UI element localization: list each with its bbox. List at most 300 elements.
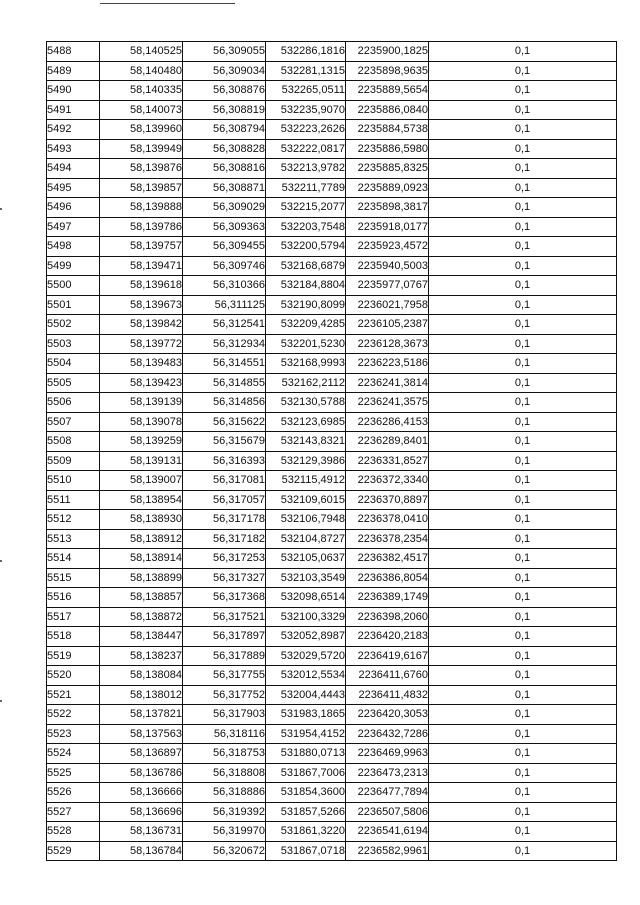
table-row xyxy=(47,627,617,647)
table-row xyxy=(47,373,617,393)
latitude-cell: 58,139618 xyxy=(100,276,183,296)
x-coordinate-cell: 532286,1816 xyxy=(266,42,346,62)
table-row xyxy=(47,568,617,588)
y-coordinate-cell: 2236241,3575 xyxy=(346,393,429,413)
longitude-cell: 56,317057 xyxy=(183,490,266,510)
point-number-cell: 5497 xyxy=(47,217,100,237)
y-coordinate-cell: 2236411,6760 xyxy=(346,666,429,686)
latitude-cell: 58,138084 xyxy=(100,666,183,686)
table-row xyxy=(47,315,617,335)
longitude-cell: 56,320672 xyxy=(183,841,266,861)
latitude-cell: 58,140335 xyxy=(100,81,183,101)
accuracy-cell: 0,1 xyxy=(429,802,617,822)
accuracy-cell: 0,1 xyxy=(429,529,617,549)
longitude-cell: 56,309055 xyxy=(183,42,266,62)
x-coordinate-cell: 531983,1865 xyxy=(266,705,346,725)
point-number-cell: 5494 xyxy=(47,159,100,179)
table-row xyxy=(47,178,617,198)
longitude-cell: 56,317903 xyxy=(183,705,266,725)
x-coordinate-cell: 532029,5720 xyxy=(266,646,346,666)
accuracy-cell: 0,1 xyxy=(429,120,617,140)
y-coordinate-cell: 2236021,7958 xyxy=(346,295,429,315)
longitude-cell: 56,317368 xyxy=(183,588,266,608)
table-row xyxy=(47,588,617,608)
x-coordinate-cell: 532184,8804 xyxy=(266,276,346,296)
latitude-cell: 58,136666 xyxy=(100,783,183,803)
latitude-cell: 58,139876 xyxy=(100,159,183,179)
x-coordinate-cell: 532123,6985 xyxy=(266,412,346,432)
point-number-cell: 5528 xyxy=(47,822,100,842)
point-number-cell: 5496 xyxy=(47,198,100,218)
longitude-cell: 56,317897 xyxy=(183,627,266,647)
longitude-cell: 56,312934 xyxy=(183,334,266,354)
accuracy-cell: 0,1 xyxy=(429,256,617,276)
accuracy-cell: 0,1 xyxy=(429,588,617,608)
accuracy-cell: 0,1 xyxy=(429,217,617,237)
table-row xyxy=(47,276,617,296)
table-row xyxy=(47,295,617,315)
x-coordinate-cell: 531954,4152 xyxy=(266,724,346,744)
x-coordinate-cell: 532115,4912 xyxy=(266,471,346,491)
table-row xyxy=(47,237,617,257)
table-row xyxy=(47,61,617,81)
longitude-cell: 56,318886 xyxy=(183,783,266,803)
table-row xyxy=(47,471,617,491)
point-number-cell: 5509 xyxy=(47,451,100,471)
y-coordinate-cell: 2236507,5806 xyxy=(346,802,429,822)
accuracy-cell: 0,1 xyxy=(429,568,617,588)
longitude-cell: 56,309034 xyxy=(183,61,266,81)
accuracy-cell: 0,1 xyxy=(429,139,617,159)
table-row xyxy=(47,100,617,120)
x-coordinate-cell: 531867,0718 xyxy=(266,841,346,861)
longitude-cell: 56,308819 xyxy=(183,100,266,120)
longitude-cell: 56,310366 xyxy=(183,276,266,296)
latitude-cell: 58,139772 xyxy=(100,334,183,354)
table-row xyxy=(47,744,617,764)
x-coordinate-cell: 532105,0637 xyxy=(266,549,346,569)
x-coordinate-cell: 531867,7006 xyxy=(266,763,346,783)
latitude-cell: 58,138872 xyxy=(100,607,183,627)
longitude-cell: 56,318753 xyxy=(183,744,266,764)
point-number-cell: 5515 xyxy=(47,568,100,588)
latitude-cell: 58,139078 xyxy=(100,412,183,432)
table-row xyxy=(47,120,617,140)
x-coordinate-cell: 532209,4285 xyxy=(266,315,346,335)
accuracy-cell: 0,1 xyxy=(429,198,617,218)
x-coordinate-cell: 532168,9993 xyxy=(266,354,346,374)
longitude-cell: 56,318116 xyxy=(183,724,266,744)
latitude-cell: 58,138447 xyxy=(100,627,183,647)
x-coordinate-cell: 532201,5230 xyxy=(266,334,346,354)
table-row xyxy=(47,666,617,686)
table-row xyxy=(47,802,617,822)
longitude-cell: 56,315622 xyxy=(183,412,266,432)
point-number-cell: 5504 xyxy=(47,354,100,374)
accuracy-cell: 0,1 xyxy=(429,42,617,62)
table-row xyxy=(47,139,617,159)
latitude-cell: 58,139139 xyxy=(100,393,183,413)
y-coordinate-cell: 2236389,1749 xyxy=(346,588,429,608)
accuracy-cell: 0,1 xyxy=(429,412,617,432)
point-number-cell: 5493 xyxy=(47,139,100,159)
x-coordinate-cell: 532281,1315 xyxy=(266,61,346,81)
y-coordinate-cell: 2236241,3814 xyxy=(346,373,429,393)
accuracy-cell: 0,1 xyxy=(429,510,617,530)
x-coordinate-cell: 532100,3329 xyxy=(266,607,346,627)
x-coordinate-cell: 532211,7789 xyxy=(266,178,346,198)
y-coordinate-cell: 2236378,2354 xyxy=(346,529,429,549)
x-coordinate-cell: 532265,0511 xyxy=(266,81,346,101)
table-row xyxy=(47,705,617,725)
point-number-cell: 5503 xyxy=(47,334,100,354)
scan-mark xyxy=(0,560,2,562)
point-number-cell: 5498 xyxy=(47,237,100,257)
latitude-cell: 58,137563 xyxy=(100,724,183,744)
point-number-cell: 5524 xyxy=(47,744,100,764)
x-coordinate-cell: 532143,8321 xyxy=(266,432,346,452)
table-row xyxy=(47,822,617,842)
y-coordinate-cell: 2235977,0767 xyxy=(346,276,429,296)
table-row xyxy=(47,412,617,432)
x-coordinate-cell: 532203,7548 xyxy=(266,217,346,237)
x-coordinate-cell: 532106,7948 xyxy=(266,510,346,530)
table-row xyxy=(47,217,617,237)
latitude-cell: 58,139960 xyxy=(100,120,183,140)
latitude-cell: 58,138930 xyxy=(100,510,183,530)
table-row xyxy=(47,334,617,354)
accuracy-cell: 0,1 xyxy=(429,159,617,179)
y-coordinate-cell: 2235940,5003 xyxy=(346,256,429,276)
y-coordinate-cell: 2235898,9635 xyxy=(346,61,429,81)
longitude-cell: 56,309746 xyxy=(183,256,266,276)
scan-mark xyxy=(0,700,2,702)
y-coordinate-cell: 2236420,3053 xyxy=(346,705,429,725)
table-row xyxy=(47,510,617,530)
point-number-cell: 5521 xyxy=(47,685,100,705)
y-coordinate-cell: 2235886,5980 xyxy=(346,139,429,159)
longitude-cell: 56,309029 xyxy=(183,198,266,218)
longitude-cell: 56,317889 xyxy=(183,646,266,666)
accuracy-cell: 0,1 xyxy=(429,783,617,803)
accuracy-cell: 0,1 xyxy=(429,373,617,393)
y-coordinate-cell: 2236477,7894 xyxy=(346,783,429,803)
point-number-cell: 5499 xyxy=(47,256,100,276)
accuracy-cell: 0,1 xyxy=(429,841,617,861)
accuracy-cell: 0,1 xyxy=(429,705,617,725)
table-row xyxy=(47,646,617,666)
y-coordinate-cell: 2236411,4832 xyxy=(346,685,429,705)
latitude-cell: 58,136731 xyxy=(100,822,183,842)
x-coordinate-cell: 532052,8987 xyxy=(266,627,346,647)
y-coordinate-cell: 2236541,6194 xyxy=(346,822,429,842)
y-coordinate-cell: 2235898,3817 xyxy=(346,198,429,218)
point-number-cell: 5500 xyxy=(47,276,100,296)
x-coordinate-cell: 531880,0713 xyxy=(266,744,346,764)
latitude-cell: 58,139259 xyxy=(100,432,183,452)
x-coordinate-cell: 532130,5788 xyxy=(266,393,346,413)
accuracy-cell: 0,1 xyxy=(429,237,617,257)
y-coordinate-cell: 2236582,9961 xyxy=(346,841,429,861)
x-coordinate-cell: 531857,5266 xyxy=(266,802,346,822)
x-coordinate-cell: 532235,9070 xyxy=(266,100,346,120)
accuracy-cell: 0,1 xyxy=(429,646,617,666)
y-coordinate-cell: 2236372,3340 xyxy=(346,471,429,491)
x-coordinate-cell: 532222,0817 xyxy=(266,139,346,159)
x-coordinate-cell: 532223,2626 xyxy=(266,120,346,140)
y-coordinate-cell: 2236223,5186 xyxy=(346,354,429,374)
point-number-cell: 5517 xyxy=(47,607,100,627)
table-row xyxy=(47,42,617,62)
point-number-cell: 5501 xyxy=(47,295,100,315)
x-coordinate-cell: 532004,4443 xyxy=(266,685,346,705)
y-coordinate-cell: 2235918,0177 xyxy=(346,217,429,237)
y-coordinate-cell: 2235884,5738 xyxy=(346,120,429,140)
accuracy-cell: 0,1 xyxy=(429,607,617,627)
accuracy-cell: 0,1 xyxy=(429,276,617,296)
longitude-cell: 56,317521 xyxy=(183,607,266,627)
accuracy-cell: 0,1 xyxy=(429,393,617,413)
longitude-cell: 56,308794 xyxy=(183,120,266,140)
accuracy-cell: 0,1 xyxy=(429,666,617,686)
y-coordinate-cell: 2235889,5654 xyxy=(346,81,429,101)
y-coordinate-cell: 2236289,8401 xyxy=(346,432,429,452)
x-coordinate-cell: 531854,3600 xyxy=(266,783,346,803)
x-coordinate-cell: 532109,6015 xyxy=(266,490,346,510)
table-row xyxy=(47,354,617,374)
latitude-cell: 58,138914 xyxy=(100,549,183,569)
y-coordinate-cell: 2236398,2060 xyxy=(346,607,429,627)
longitude-cell: 56,317253 xyxy=(183,549,266,569)
longitude-cell: 56,314856 xyxy=(183,393,266,413)
longitude-cell: 56,318808 xyxy=(183,763,266,783)
x-coordinate-cell: 532012,5534 xyxy=(266,666,346,686)
table-row xyxy=(47,432,617,452)
accuracy-cell: 0,1 xyxy=(429,178,617,198)
latitude-cell: 58,139757 xyxy=(100,237,183,257)
y-coordinate-cell: 2236286,4153 xyxy=(346,412,429,432)
latitude-cell: 58,136897 xyxy=(100,744,183,764)
latitude-cell: 58,137821 xyxy=(100,705,183,725)
longitude-cell: 56,308828 xyxy=(183,139,266,159)
point-number-cell: 5491 xyxy=(47,100,100,120)
accuracy-cell: 0,1 xyxy=(429,81,617,101)
table-row xyxy=(47,451,617,471)
point-number-cell: 5522 xyxy=(47,705,100,725)
latitude-cell: 58,139483 xyxy=(100,354,183,374)
table-row xyxy=(47,159,617,179)
scan-mark xyxy=(0,208,2,210)
y-coordinate-cell: 2235886,0840 xyxy=(346,100,429,120)
latitude-cell: 58,138237 xyxy=(100,646,183,666)
point-number-cell: 5520 xyxy=(47,666,100,686)
table-body xyxy=(47,42,617,861)
x-coordinate-cell: 532168,6879 xyxy=(266,256,346,276)
accuracy-cell: 0,1 xyxy=(429,744,617,764)
table-row xyxy=(47,198,617,218)
accuracy-cell: 0,1 xyxy=(429,451,617,471)
point-number-cell: 5512 xyxy=(47,510,100,530)
y-coordinate-cell: 2236420,2183 xyxy=(346,627,429,647)
point-number-cell: 5525 xyxy=(47,763,100,783)
table-row xyxy=(47,256,617,276)
y-coordinate-cell: 2236419,6167 xyxy=(346,646,429,666)
y-coordinate-cell: 2236105,2387 xyxy=(346,315,429,335)
longitude-cell: 56,317081 xyxy=(183,471,266,491)
latitude-cell: 58,139842 xyxy=(100,315,183,335)
x-coordinate-cell: 532104,8727 xyxy=(266,529,346,549)
longitude-cell: 56,317755 xyxy=(183,666,266,686)
latitude-cell: 58,138012 xyxy=(100,685,183,705)
accuracy-cell: 0,1 xyxy=(429,490,617,510)
latitude-cell: 58,140525 xyxy=(100,42,183,62)
longitude-cell: 56,308871 xyxy=(183,178,266,198)
latitude-cell: 58,136784 xyxy=(100,841,183,861)
latitude-cell: 58,139007 xyxy=(100,471,183,491)
point-number-cell: 5513 xyxy=(47,529,100,549)
y-coordinate-cell: 2235889,0923 xyxy=(346,178,429,198)
longitude-cell: 56,309363 xyxy=(183,217,266,237)
point-number-cell: 5492 xyxy=(47,120,100,140)
longitude-cell: 56,308876 xyxy=(183,81,266,101)
table-row xyxy=(47,724,617,744)
point-number-cell: 5527 xyxy=(47,802,100,822)
table-row xyxy=(47,685,617,705)
point-number-cell: 5505 xyxy=(47,373,100,393)
accuracy-cell: 0,1 xyxy=(429,763,617,783)
longitude-cell: 56,309455 xyxy=(183,237,266,257)
y-coordinate-cell: 2235885,8325 xyxy=(346,159,429,179)
point-number-cell: 5518 xyxy=(47,627,100,647)
latitude-cell: 58,136786 xyxy=(100,763,183,783)
x-coordinate-cell: 532129,3986 xyxy=(266,451,346,471)
table-row xyxy=(47,763,617,783)
latitude-cell: 58,139949 xyxy=(100,139,183,159)
x-coordinate-cell: 532213,9782 xyxy=(266,159,346,179)
longitude-cell: 56,317182 xyxy=(183,529,266,549)
latitude-cell: 58,140480 xyxy=(100,61,183,81)
y-coordinate-cell: 2236473,2313 xyxy=(346,763,429,783)
latitude-cell: 58,136696 xyxy=(100,802,183,822)
top-rule xyxy=(100,3,235,4)
accuracy-cell: 0,1 xyxy=(429,685,617,705)
y-coordinate-cell: 2236378,0410 xyxy=(346,510,429,530)
coordinates-table xyxy=(46,41,617,861)
accuracy-cell: 0,1 xyxy=(429,724,617,744)
y-coordinate-cell: 2236370,8897 xyxy=(346,490,429,510)
table-row xyxy=(47,490,617,510)
table-row xyxy=(47,783,617,803)
point-number-cell: 5507 xyxy=(47,412,100,432)
accuracy-cell: 0,1 xyxy=(429,432,617,452)
table-row xyxy=(47,841,617,861)
longitude-cell: 56,312541 xyxy=(183,315,266,335)
latitude-cell: 58,140073 xyxy=(100,100,183,120)
point-number-cell: 5502 xyxy=(47,315,100,335)
longitude-cell: 56,316393 xyxy=(183,451,266,471)
y-coordinate-cell: 2236469,9963 xyxy=(346,744,429,764)
longitude-cell: 56,317327 xyxy=(183,568,266,588)
longitude-cell: 56,319970 xyxy=(183,822,266,842)
point-number-cell: 5495 xyxy=(47,178,100,198)
table-row xyxy=(47,607,617,627)
point-number-cell: 5488 xyxy=(47,42,100,62)
y-coordinate-cell: 2235900,1825 xyxy=(346,42,429,62)
point-number-cell: 5508 xyxy=(47,432,100,452)
point-number-cell: 5523 xyxy=(47,724,100,744)
x-coordinate-cell: 532162,2112 xyxy=(266,373,346,393)
table-row xyxy=(47,81,617,101)
accuracy-cell: 0,1 xyxy=(429,471,617,491)
latitude-cell: 58,139471 xyxy=(100,256,183,276)
y-coordinate-cell: 2236432,7286 xyxy=(346,724,429,744)
latitude-cell: 58,139673 xyxy=(100,295,183,315)
accuracy-cell: 0,1 xyxy=(429,100,617,120)
point-number-cell: 5519 xyxy=(47,646,100,666)
longitude-cell: 56,319392 xyxy=(183,802,266,822)
longitude-cell: 56,311125 xyxy=(183,295,266,315)
latitude-cell: 58,138857 xyxy=(100,588,183,608)
accuracy-cell: 0,1 xyxy=(429,627,617,647)
table-row xyxy=(47,393,617,413)
y-coordinate-cell: 2236331,8527 xyxy=(346,451,429,471)
y-coordinate-cell: 2235923,4572 xyxy=(346,237,429,257)
x-coordinate-cell: 532190,8099 xyxy=(266,295,346,315)
accuracy-cell: 0,1 xyxy=(429,822,617,842)
accuracy-cell: 0,1 xyxy=(429,315,617,335)
x-coordinate-cell: 532215,2077 xyxy=(266,198,346,218)
point-number-cell: 5514 xyxy=(47,549,100,569)
y-coordinate-cell: 2236128,3673 xyxy=(346,334,429,354)
point-number-cell: 5526 xyxy=(47,783,100,803)
x-coordinate-cell: 532103,3549 xyxy=(266,568,346,588)
accuracy-cell: 0,1 xyxy=(429,61,617,81)
y-coordinate-cell: 2236382,4517 xyxy=(346,549,429,569)
point-number-cell: 5489 xyxy=(47,61,100,81)
table-row xyxy=(47,549,617,569)
point-number-cell: 5529 xyxy=(47,841,100,861)
accuracy-cell: 0,1 xyxy=(429,354,617,374)
point-number-cell: 5511 xyxy=(47,490,100,510)
x-coordinate-cell: 532200,5794 xyxy=(266,237,346,257)
longitude-cell: 56,314551 xyxy=(183,354,266,374)
y-coordinate-cell: 2236386,8054 xyxy=(346,568,429,588)
point-number-cell: 5506 xyxy=(47,393,100,413)
longitude-cell: 56,317752 xyxy=(183,685,266,705)
longitude-cell: 56,315679 xyxy=(183,432,266,452)
latitude-cell: 58,139786 xyxy=(100,217,183,237)
latitude-cell: 58,138954 xyxy=(100,490,183,510)
accuracy-cell: 0,1 xyxy=(429,334,617,354)
x-coordinate-cell: 531861,3220 xyxy=(266,822,346,842)
longitude-cell: 56,317178 xyxy=(183,510,266,530)
accuracy-cell: 0,1 xyxy=(429,295,617,315)
point-number-cell: 5510 xyxy=(47,471,100,491)
point-number-cell: 5516 xyxy=(47,588,100,608)
latitude-cell: 58,139857 xyxy=(100,178,183,198)
table-row xyxy=(47,529,617,549)
latitude-cell: 58,138899 xyxy=(100,568,183,588)
point-number-cell: 5490 xyxy=(47,81,100,101)
latitude-cell: 58,139888 xyxy=(100,198,183,218)
accuracy-cell: 0,1 xyxy=(429,549,617,569)
x-coordinate-cell: 532098,6514 xyxy=(266,588,346,608)
latitude-cell: 58,139131 xyxy=(100,451,183,471)
latitude-cell: 58,138912 xyxy=(100,529,183,549)
latitude-cell: 58,139423 xyxy=(100,373,183,393)
longitude-cell: 56,314855 xyxy=(183,373,266,393)
longitude-cell: 56,308816 xyxy=(183,159,266,179)
